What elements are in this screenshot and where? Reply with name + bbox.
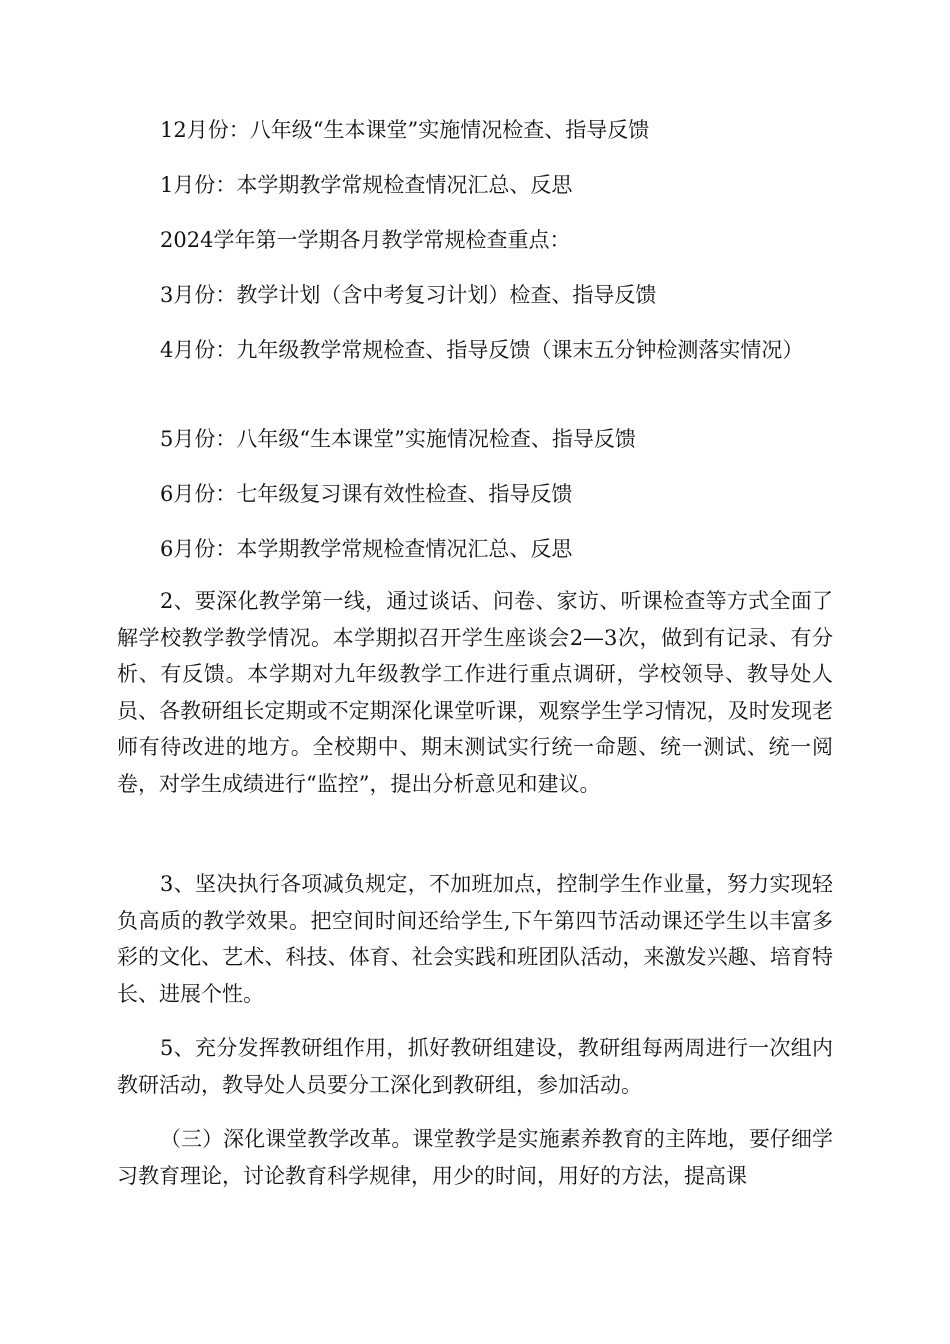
schedule-line-april: 4月份：九年级教学常规检查、指导反馈（课末五分钟检测落实情况）	[160, 338, 804, 362]
schedule-line-january: 1月份：本学期教学常规检查情况汇总、反思	[160, 173, 573, 197]
paragraph-item-2: 2、要深化教学第一线，通过谈话、问卷、家访、听课检查等方式全面了解学校教学教学情况。本学期拟召开学生座谈会2—3次，做到有记录、有分析、有反馈。本学期对九年级教学工作进行重点调研，学校领导、教导处人员、各教研组长定期或不定期深化课堂听课，观察学生学习情况，及时发现老师有待改进的地方。全校期中、期末测试实行统一命题、统一测试、统一阅卷，对学生成绩进行“监控”，提出分析意见和建议。	[117, 589, 833, 796]
schedule-line-march: 3月份：教学计划（含中考复习计划）检查、指导反馈	[160, 283, 657, 307]
paragraph-section-3: （三）深化课堂教学改革。课堂教学是实施素养教育的主阵地，要仔细学习教育理论，讨论教育科学规律，用少的时间，用好的方法，提高课	[117, 1127, 833, 1188]
paragraph-item-3: 3、坚决执行各项减负规定，不加班加点，控制学生作业量，努力实现轻负高质的教学效果。把空间时间还给学生,下午第四节活动课还学生以丰富多彩的文化、艺术、科技、体育、社会实践和班团队活动，来激发兴趣、培育特长、进展个性。	[117, 872, 833, 1006]
paragraph-item-5: 5、充分发挥教研组作用，抓好教研组建设，教研组每两周进行一次组内教研活动，教导处人员要分工深化到教研组，参加活动。	[117, 1036, 833, 1097]
schedule-line-june-review: 6月份：七年级复习课有效性检查、指导反馈	[160, 482, 573, 506]
schedule-line-may: 5月份：八年级“生本课堂”实施情况检查、指导反馈	[160, 427, 636, 451]
schedule-line-december: 12月份：八年级“生本课堂”实施情况检查、指导反馈	[160, 118, 650, 142]
schedule-line-june-summary: 6月份：本学期教学常规检查情况汇总、反思	[160, 537, 573, 561]
schedule-heading-2024: 2024学年第一学期各月教学常规检查重点：	[160, 228, 571, 252]
